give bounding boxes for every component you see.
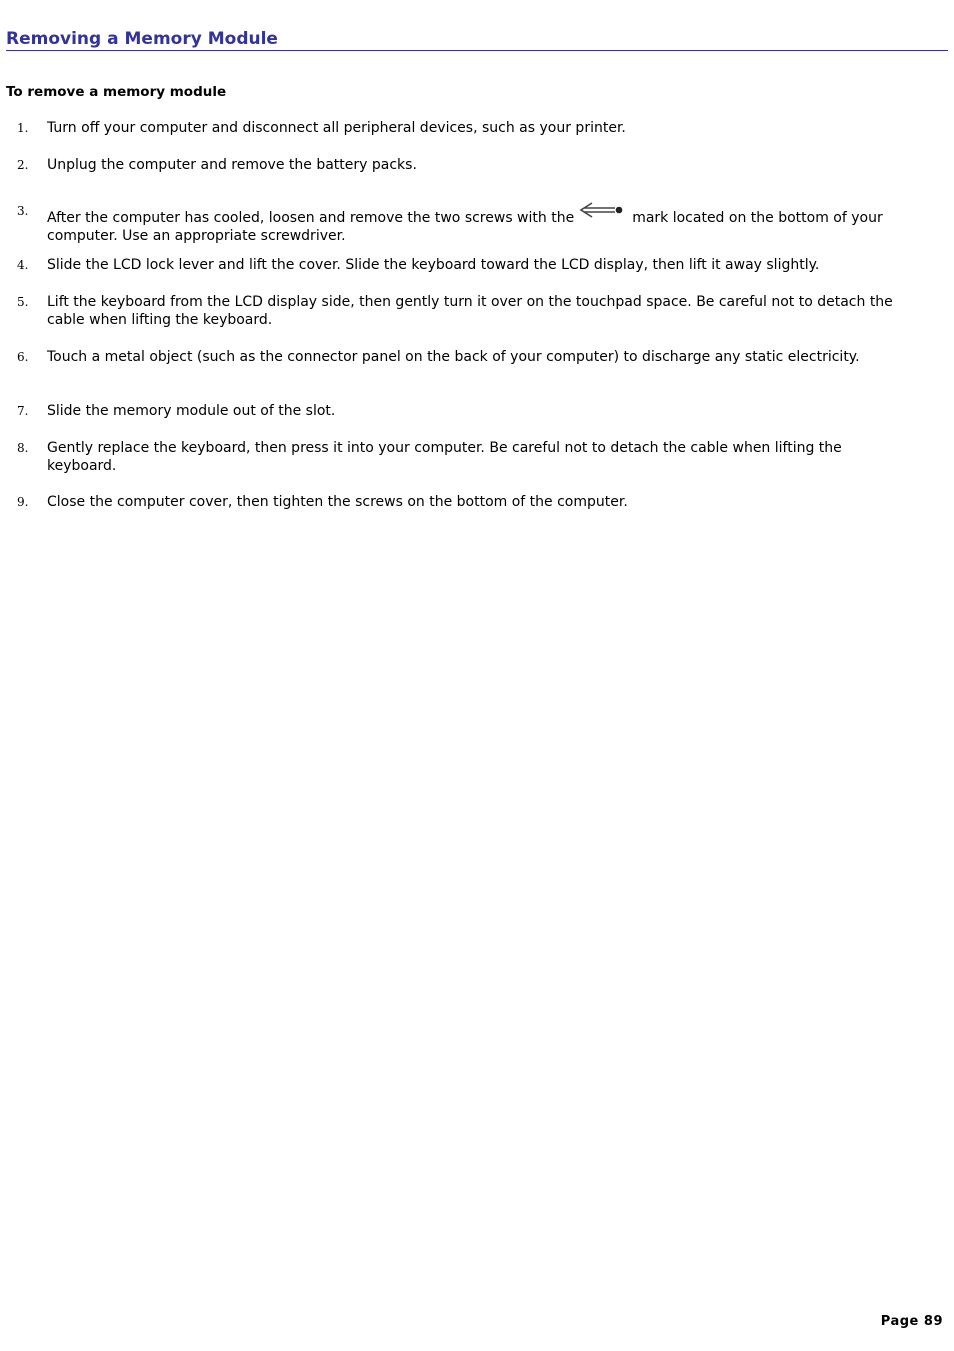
- step-text-after-icon: mark located on the bottom of your computer. Use an appropriate screwdriver.: [47, 210, 883, 244]
- step-number: 3.: [17, 204, 29, 218]
- step-number: 8.: [17, 441, 29, 455]
- screw-mark-arrow-icon: [578, 202, 624, 222]
- step-text-before-icon: After the computer has cooled, loosen and remove the two screws with the: [47, 210, 575, 226]
- step-text: Slide the LCD lock lever and lift the cover. Slide the keyboard toward the LCD display, then lift it away slightly.: [47, 257, 820, 273]
- step-number: 5.: [17, 295, 29, 309]
- step-number: 9.: [17, 495, 29, 509]
- step-text: [47, 202, 909, 245]
- step-number: 1.: [17, 121, 29, 135]
- page-number: Page 89: [880, 1314, 943, 1329]
- step-text: Gently replace the keyboard, then press it into your computer. Be careful not to detach the cable when lifting the keyboard.: [47, 440, 842, 474]
- step-number: 6.: [17, 350, 29, 364]
- step-number: 2.: [17, 158, 29, 172]
- step-text: Turn off your computer and disconnect all peripheral devices, such as your printer.: [47, 120, 626, 136]
- page-title: Removing a Memory Module: [6, 29, 948, 51]
- section-heading: To remove a memory module: [6, 84, 227, 100]
- step-number: 7.: [17, 404, 29, 418]
- step-number: 4.: [17, 258, 29, 272]
- step-text: Unplug the computer and remove the battery packs.: [47, 157, 417, 173]
- step-text: Touch a metal object (such as the connector panel on the back of your computer) to discharge any static electricity.: [47, 349, 860, 365]
- step-text: Close the computer cover, then tighten the screws on the bottom of the computer.: [47, 494, 628, 510]
- step-text: Lift the keyboard from the LCD display side, then gently turn it over on the touchpad space. Be careful not to detach the cable when lifting the keyboard.: [47, 294, 893, 328]
- step-text: Slide the memory module out of the slot.: [47, 403, 336, 419]
